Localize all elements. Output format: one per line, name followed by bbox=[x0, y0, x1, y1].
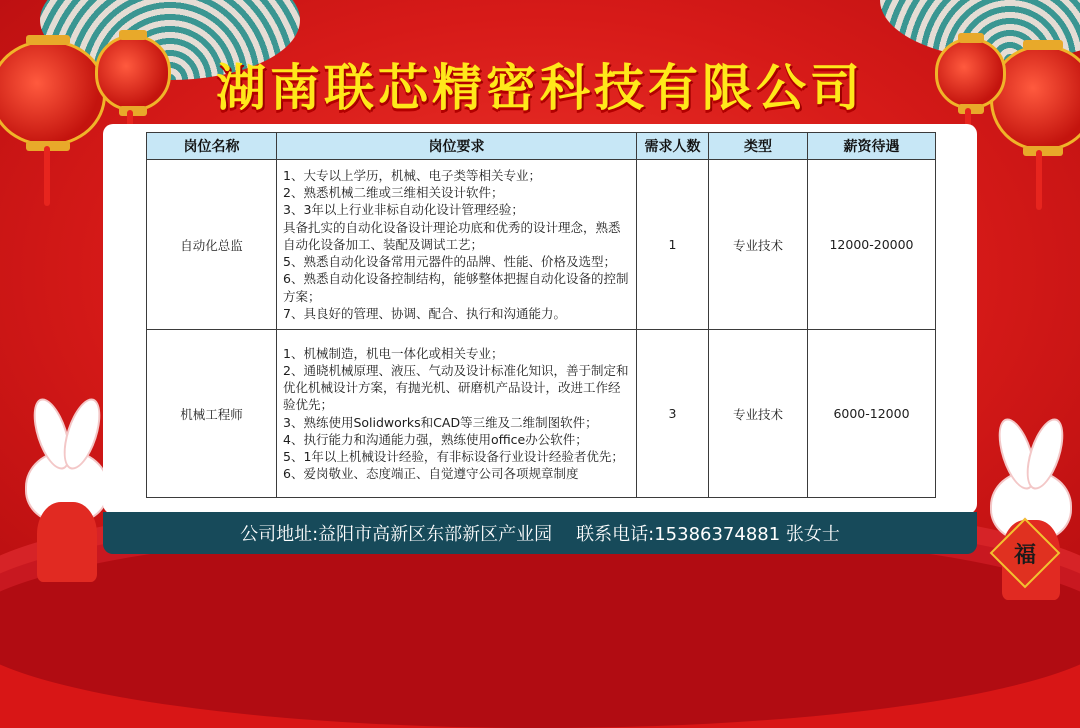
headcount: 3 bbox=[637, 330, 709, 498]
requirement-line: 1、大专以上学历，机械、电子类等相关专业； bbox=[283, 168, 541, 184]
contact-footer bbox=[103, 512, 977, 554]
salary: 6000-12000 bbox=[808, 330, 936, 498]
rabbit-mascot-left-icon bbox=[25, 450, 109, 524]
contact-phone: 联系电话:15386374881 张女士 bbox=[576, 524, 840, 545]
requirements-cell bbox=[277, 330, 637, 498]
table-row bbox=[147, 160, 936, 330]
requirement-line: 具备扎实的自动化设备设计理论功底和优秀的设计理念，熟悉自动化设备加工、装配及调试工艺； bbox=[283, 219, 621, 252]
requirement-line: 5、熟悉自动化设备常用元器件的品牌、性能、价格及选型； bbox=[283, 254, 616, 270]
requirement-line: 1、机械制造，机电一体化或相关专业； bbox=[283, 345, 504, 361]
requirement-line: 2、通晓机械原理、液压、气动及设计标准化知识，善于制定和优化机械设计方案，有抛光机、研磨机产品设计，改进工作经验优先； bbox=[283, 362, 629, 413]
header-type: 类型 bbox=[709, 133, 808, 160]
requirement-line: 2、熟悉机械二维或三维相关设计软件； bbox=[283, 185, 504, 201]
requirement-line: 5、1年以上机械设计经验，有非标设备行业设计经验者优先； bbox=[283, 448, 624, 464]
requirement-line: 3、3年以上行业非标自动化设计管理经验； bbox=[283, 202, 524, 218]
company-address: 公司地址:益阳市高新区东部新区产业园 bbox=[240, 524, 553, 545]
lantern-tassel bbox=[44, 146, 50, 206]
header-requirements: 岗位要求 bbox=[277, 133, 637, 160]
requirement-line: 3、熟练使用Solidworks和CAD等三维及二维制图软件； bbox=[283, 414, 598, 430]
requirement-line: 6、爱岗敬业、态度端正、自觉遵守公司各项规章制度 bbox=[283, 466, 579, 482]
requirement-line: 7、具良好的管理、协调、配合、执行和沟通能力。 bbox=[283, 305, 566, 321]
job-table bbox=[146, 132, 936, 498]
lantern-tassel bbox=[1036, 150, 1042, 210]
position-name: 机械工程师 bbox=[147, 330, 277, 498]
fu-blessing-icon: 福 bbox=[990, 518, 1061, 589]
job-type: 专业技术 bbox=[709, 160, 808, 330]
header-salary: 薪资待遇 bbox=[808, 133, 936, 160]
wave-decoration-bottom bbox=[0, 528, 1080, 728]
job-type: 专业技术 bbox=[709, 330, 808, 498]
job-table-panel bbox=[103, 124, 977, 514]
table-header-row bbox=[147, 133, 936, 160]
company-title: 湖南联芯精密科技有限公司 bbox=[216, 59, 864, 117]
header-position: 岗位名称 bbox=[147, 133, 277, 160]
position-name: 自动化总监 bbox=[147, 160, 277, 330]
table-row bbox=[147, 330, 936, 498]
requirement-line: 6、熟悉自动化设备控制结构，能够整体把握自动化设备的控制方案； bbox=[283, 271, 629, 304]
salary: 12000-20000 bbox=[808, 160, 936, 330]
header-count: 需求人数 bbox=[637, 133, 709, 160]
headcount: 1 bbox=[637, 160, 709, 330]
requirement-line: 4、执行能力和沟通能力强，熟练使用office办公软件； bbox=[283, 431, 588, 447]
requirements-cell bbox=[277, 160, 637, 330]
